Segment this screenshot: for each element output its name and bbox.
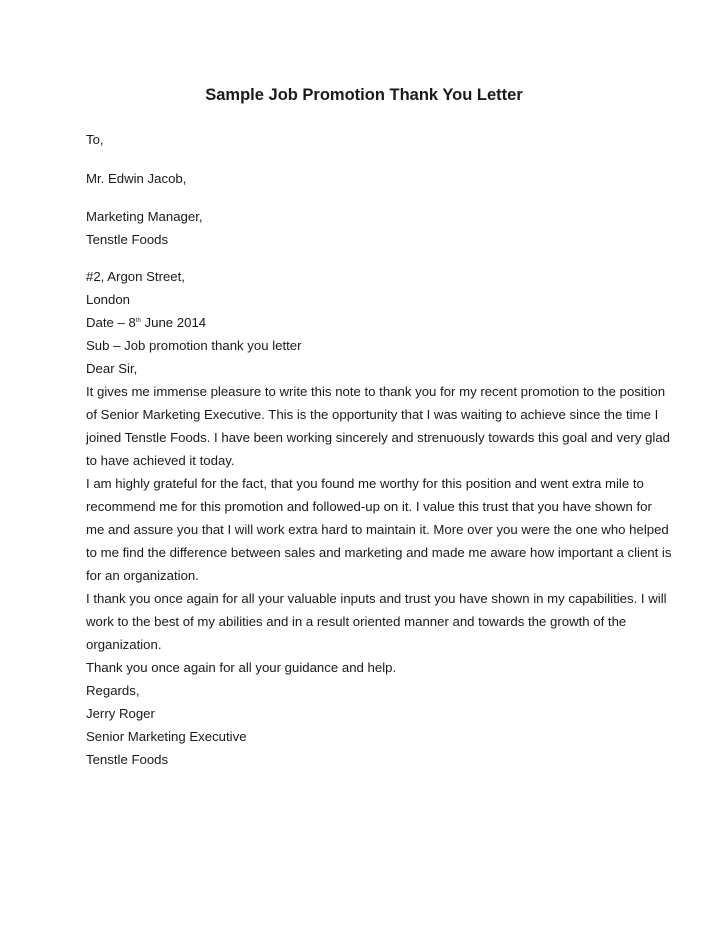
paragraph-line: I thank you once again for all your valuable inputs and trust you have shown in my capabilities. I will: [86, 591, 667, 606]
paragraph-line: organization.: [86, 637, 162, 652]
sender-name: Jerry Roger: [86, 706, 155, 721]
closing: Regards,: [86, 683, 140, 698]
salutation-to: To,: [86, 132, 104, 147]
recipient-title: Marketing Manager,: [86, 209, 203, 224]
to-line: [86, 128, 656, 151]
paragraph-line: recommend me for this promotion and followed-up on it. I value this trust that you have shown for: [86, 499, 652, 514]
letter-title: Sample Job Promotion Thank You Letter: [205, 86, 523, 104]
paragraph-2: [86, 472, 672, 587]
paragraph-line: work to the best of my abilities and in a result oriented manner and towards the growth of the: [86, 614, 627, 629]
sender-title: Senior Marketing Executive: [86, 729, 247, 744]
date-prefix: Date – 8: [86, 315, 136, 330]
paragraph-line: for an organization.: [86, 568, 199, 583]
date-rest: June 2014: [140, 315, 207, 330]
recipient-company: Tenstle Foods: [86, 232, 169, 247]
paragraph-line: joined Tenstle Foods. I have been working sincerely and strenuously towards this goal and very glad: [86, 430, 671, 445]
recipient-name-block: [86, 167, 656, 190]
letter-body: [86, 265, 672, 771]
date-suffix: th: [135, 318, 141, 324]
address-line: #2, Argon Street,: [86, 269, 185, 284]
recipient-name: Mr. Edwin Jacob,: [86, 171, 187, 186]
paragraph-line: me and assure you that I will work extra hard to maintain it. More over you were the one who helped: [86, 522, 669, 537]
subject-line: Sub – Job promotion thank you letter: [86, 338, 302, 353]
greeting: Dear Sir,: [86, 361, 138, 376]
date-line: [86, 311, 656, 334]
paragraph-line: of Senior Marketing Executive. This is the opportunity that I was waiting to achieve since the time I: [86, 407, 659, 422]
paragraph-line: to have achieved it today.: [86, 453, 235, 468]
paragraph-line: Thank you once again for all your guidance and help.: [86, 660, 397, 675]
paragraph-line: I am highly grateful for the fact, that you found me worthy for this position and went extra mile to: [86, 476, 644, 491]
sender-company: Tenstle Foods: [86, 752, 169, 767]
paragraph-4: [86, 656, 656, 679]
address-city: London: [86, 292, 131, 307]
paragraph-3: [86, 587, 667, 656]
paragraph-line: to me find the difference between sales and marketing and made me aware how important a client is: [86, 545, 672, 560]
paragraph-line: It gives me immense pleasure to write this note to thank you for my recent promotion to the position: [86, 384, 666, 399]
paragraph-1: [86, 380, 671, 472]
recipient-block: [86, 205, 656, 251]
